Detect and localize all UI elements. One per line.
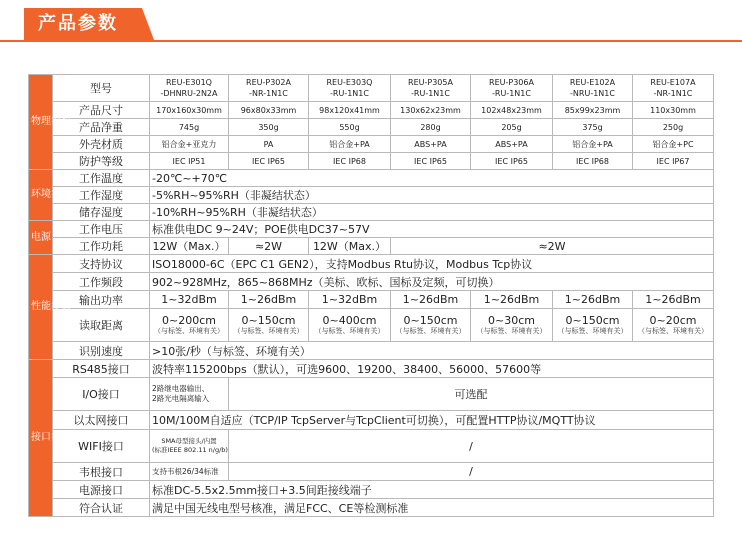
io-label: I/O接口 xyxy=(53,378,150,411)
material-cell: 铝合金+PC xyxy=(633,136,714,153)
storage-label: 储存湿度 xyxy=(53,204,150,221)
speed-label: 识别速度 xyxy=(53,342,150,360)
eth-label: 以太网接口 xyxy=(53,411,150,430)
model-cell: REU-E102A -NRU-1N1C xyxy=(553,75,633,102)
category-iface: 接口参数 xyxy=(29,360,53,517)
table-row xyxy=(29,170,714,187)
io-value: 可选配 xyxy=(229,378,714,411)
cert-value: 满足中国无线电型号核准，满足FCC、CE等检测标准 xyxy=(150,499,714,517)
header-rule xyxy=(0,40,742,42)
size-cell: 130x62x23mm xyxy=(391,102,471,119)
size-cell: 110x30mm xyxy=(633,102,714,119)
table-row xyxy=(29,221,714,238)
power-iface-value: 标准DC-5.5x2.5mm接口+3.5间距接线端子 xyxy=(150,481,714,499)
io-desc: 2路继电器输出、 2路光电隔离输入 xyxy=(150,378,229,411)
wiegand-desc: 支持韦根26/34标准 xyxy=(150,463,229,481)
table-row xyxy=(29,481,714,499)
weight-label: 产品净重 xyxy=(53,119,150,136)
size-cell: 102x48x23mm xyxy=(471,102,553,119)
table-row xyxy=(29,463,714,481)
size-cell: 170x160x30mm xyxy=(150,102,229,119)
protection-cell: IEC IP67 xyxy=(633,153,714,170)
output-cell: 1~32dBm xyxy=(309,291,391,309)
output-cell: 1~26dBm xyxy=(229,291,309,309)
weight-cell: 250g xyxy=(633,119,714,136)
table-row xyxy=(29,75,714,102)
table-row xyxy=(29,119,714,136)
consumption-label: 工作功耗 xyxy=(53,238,150,255)
weight-cell: 375g xyxy=(553,119,633,136)
category-physical: 物理参数 xyxy=(29,75,53,170)
wifi-label: WIFI接口 xyxy=(53,430,150,463)
storage-value: -10%RH~95%RH（非凝结状态） xyxy=(150,204,714,221)
table-row xyxy=(29,255,714,273)
output-cell: 1~26dBm xyxy=(471,291,553,309)
table-row xyxy=(29,360,714,378)
table-row xyxy=(29,187,714,204)
table-row xyxy=(29,291,714,309)
material-cell: 铝合金+PA xyxy=(553,136,633,153)
weight-cell: 745g xyxy=(150,119,229,136)
table-row xyxy=(29,238,714,255)
temp-value: -20℃~+70℃ xyxy=(150,170,714,187)
protection-cell: IEC IP68 xyxy=(553,153,633,170)
table-row xyxy=(29,378,714,411)
model-label: 型号 xyxy=(53,75,150,102)
temp-label: 工作温度 xyxy=(53,170,150,187)
category-perf: 性能参数 xyxy=(29,255,53,360)
material-cell: ABS+PA xyxy=(391,136,471,153)
size-label: 产品尺寸 xyxy=(53,102,150,119)
wifi-value: / xyxy=(229,430,714,463)
range-cell: 0~20cm （与标签、环境有关） xyxy=(633,309,714,342)
range-cell: 0~150cm （与标签、环境有关） xyxy=(391,309,471,342)
speed-value: >10张/秒（与标签、环境有关） xyxy=(150,342,714,360)
output-cell: 1~26dBm xyxy=(553,291,633,309)
protection-cell: IEC IP68 xyxy=(309,153,391,170)
category-power: 电源 xyxy=(29,221,53,255)
header-tab-edge xyxy=(142,8,154,40)
protocol-value: ISO18000-6C（EPC C1 GEN2），支持Modbus Rtu协议，Modbus Tcp协议 xyxy=(150,255,714,273)
table-row xyxy=(29,102,714,119)
output-cell: 1~26dBm xyxy=(391,291,471,309)
category-env: 环境参数 xyxy=(29,170,53,221)
output-label: 输出功率 xyxy=(53,291,150,309)
wiegand-value: / xyxy=(229,463,714,481)
humidity-label: 工作湿度 xyxy=(53,187,150,204)
table-row xyxy=(29,309,714,342)
model-cell: REU-E303Q -RU-1N1C xyxy=(309,75,391,102)
range-cell: 0~150cm （与标签、环境有关） xyxy=(229,309,309,342)
range-cell: 0~400cm （与标签、环境有关） xyxy=(309,309,391,342)
voltage-value: 标准供电DC 9~24V；POE供电DC37~57V xyxy=(150,221,714,238)
wifi-desc: SMA母型接头/内置 (标准IEEE 802.11 n/g/b) xyxy=(150,430,229,463)
power-iface-label: 电源接口 xyxy=(53,481,150,499)
output-cell: 1~32dBm xyxy=(150,291,229,309)
model-cell: REU-E107A -NR-1N1C xyxy=(633,75,714,102)
section-title: 产品参数 xyxy=(38,13,118,34)
size-cell: 96x80x33mm xyxy=(229,102,309,119)
range-label: 读取距离 xyxy=(53,309,150,342)
range-cell: 0~150cm （与标签、环境有关） xyxy=(553,309,633,342)
output-cell: 1~26dBm xyxy=(633,291,714,309)
table-row xyxy=(29,411,714,430)
table-row xyxy=(29,273,714,291)
wiegand-label: 韦根接口 xyxy=(53,463,150,481)
cert-label: 符合认证 xyxy=(53,499,150,517)
table-row xyxy=(29,204,714,221)
size-cell: 98x120x41mm xyxy=(309,102,391,119)
table-row xyxy=(29,136,714,153)
consumption-cell: 12W（Max.） xyxy=(150,238,229,255)
material-label: 外壳材质 xyxy=(53,136,150,153)
table-row xyxy=(29,430,714,463)
range-cell: 0~200cm （与标签、环境有关） xyxy=(150,309,229,342)
protection-cell: IEC IP51 xyxy=(150,153,229,170)
model-cell: REU-E301Q -DHNRU-2N2A xyxy=(150,75,229,102)
weight-cell: 550g xyxy=(309,119,391,136)
freq-value: 902~928MHz，865~868MHz（美标、欧标、国标及定频，可切换） xyxy=(150,273,714,291)
protection-cell: IEC IP65 xyxy=(229,153,309,170)
weight-cell: 350g xyxy=(229,119,309,136)
material-cell: PA xyxy=(229,136,309,153)
model-cell: REU-P306A -RU-1N1C xyxy=(471,75,553,102)
protocol-label: 支持协议 xyxy=(53,255,150,273)
table-row xyxy=(29,342,714,360)
material-cell: 铝合金+亚克力 xyxy=(150,136,229,153)
protection-cell: IEC IP65 xyxy=(471,153,553,170)
humidity-value: -5%RH~95%RH（非凝结状态） xyxy=(150,187,714,204)
consumption-cell: 12W（Max.） xyxy=(309,238,391,255)
voltage-label: 工作电压 xyxy=(53,221,150,238)
eth-value: 10M/100M自适应（TCP/IP TcpServer与TcpClient可切换），可配置HTTP协议/MQTT协议 xyxy=(150,411,714,430)
weight-cell: 205g xyxy=(471,119,553,136)
model-cell: REU-P302A -NR-1N1C xyxy=(229,75,309,102)
spec-table xyxy=(28,74,714,517)
protection-cell: IEC IP65 xyxy=(391,153,471,170)
weight-cell: 280g xyxy=(391,119,471,136)
size-cell: 85x99x23mm xyxy=(553,102,633,119)
range-cell: 0~30cm （与标签、环境有关） xyxy=(471,309,553,342)
rs485-label: RS485接口 xyxy=(53,360,150,378)
table-row xyxy=(29,153,714,170)
protection-label: 防护等级 xyxy=(53,153,150,170)
material-cell: 铝合金+PA xyxy=(309,136,391,153)
section-header xyxy=(0,0,742,44)
freq-label: 工作频段 xyxy=(53,273,150,291)
model-cell: REU-P305A -RU-1N1C xyxy=(391,75,471,102)
consumption-cell: ≈2W xyxy=(391,238,714,255)
material-cell: ABS+PA xyxy=(471,136,553,153)
table-row xyxy=(29,499,714,517)
consumption-cell: ≈2W xyxy=(229,238,309,255)
rs485-value: 波特率115200bps（默认），可选9600、19200、38400、56000、57600等 xyxy=(150,360,714,378)
